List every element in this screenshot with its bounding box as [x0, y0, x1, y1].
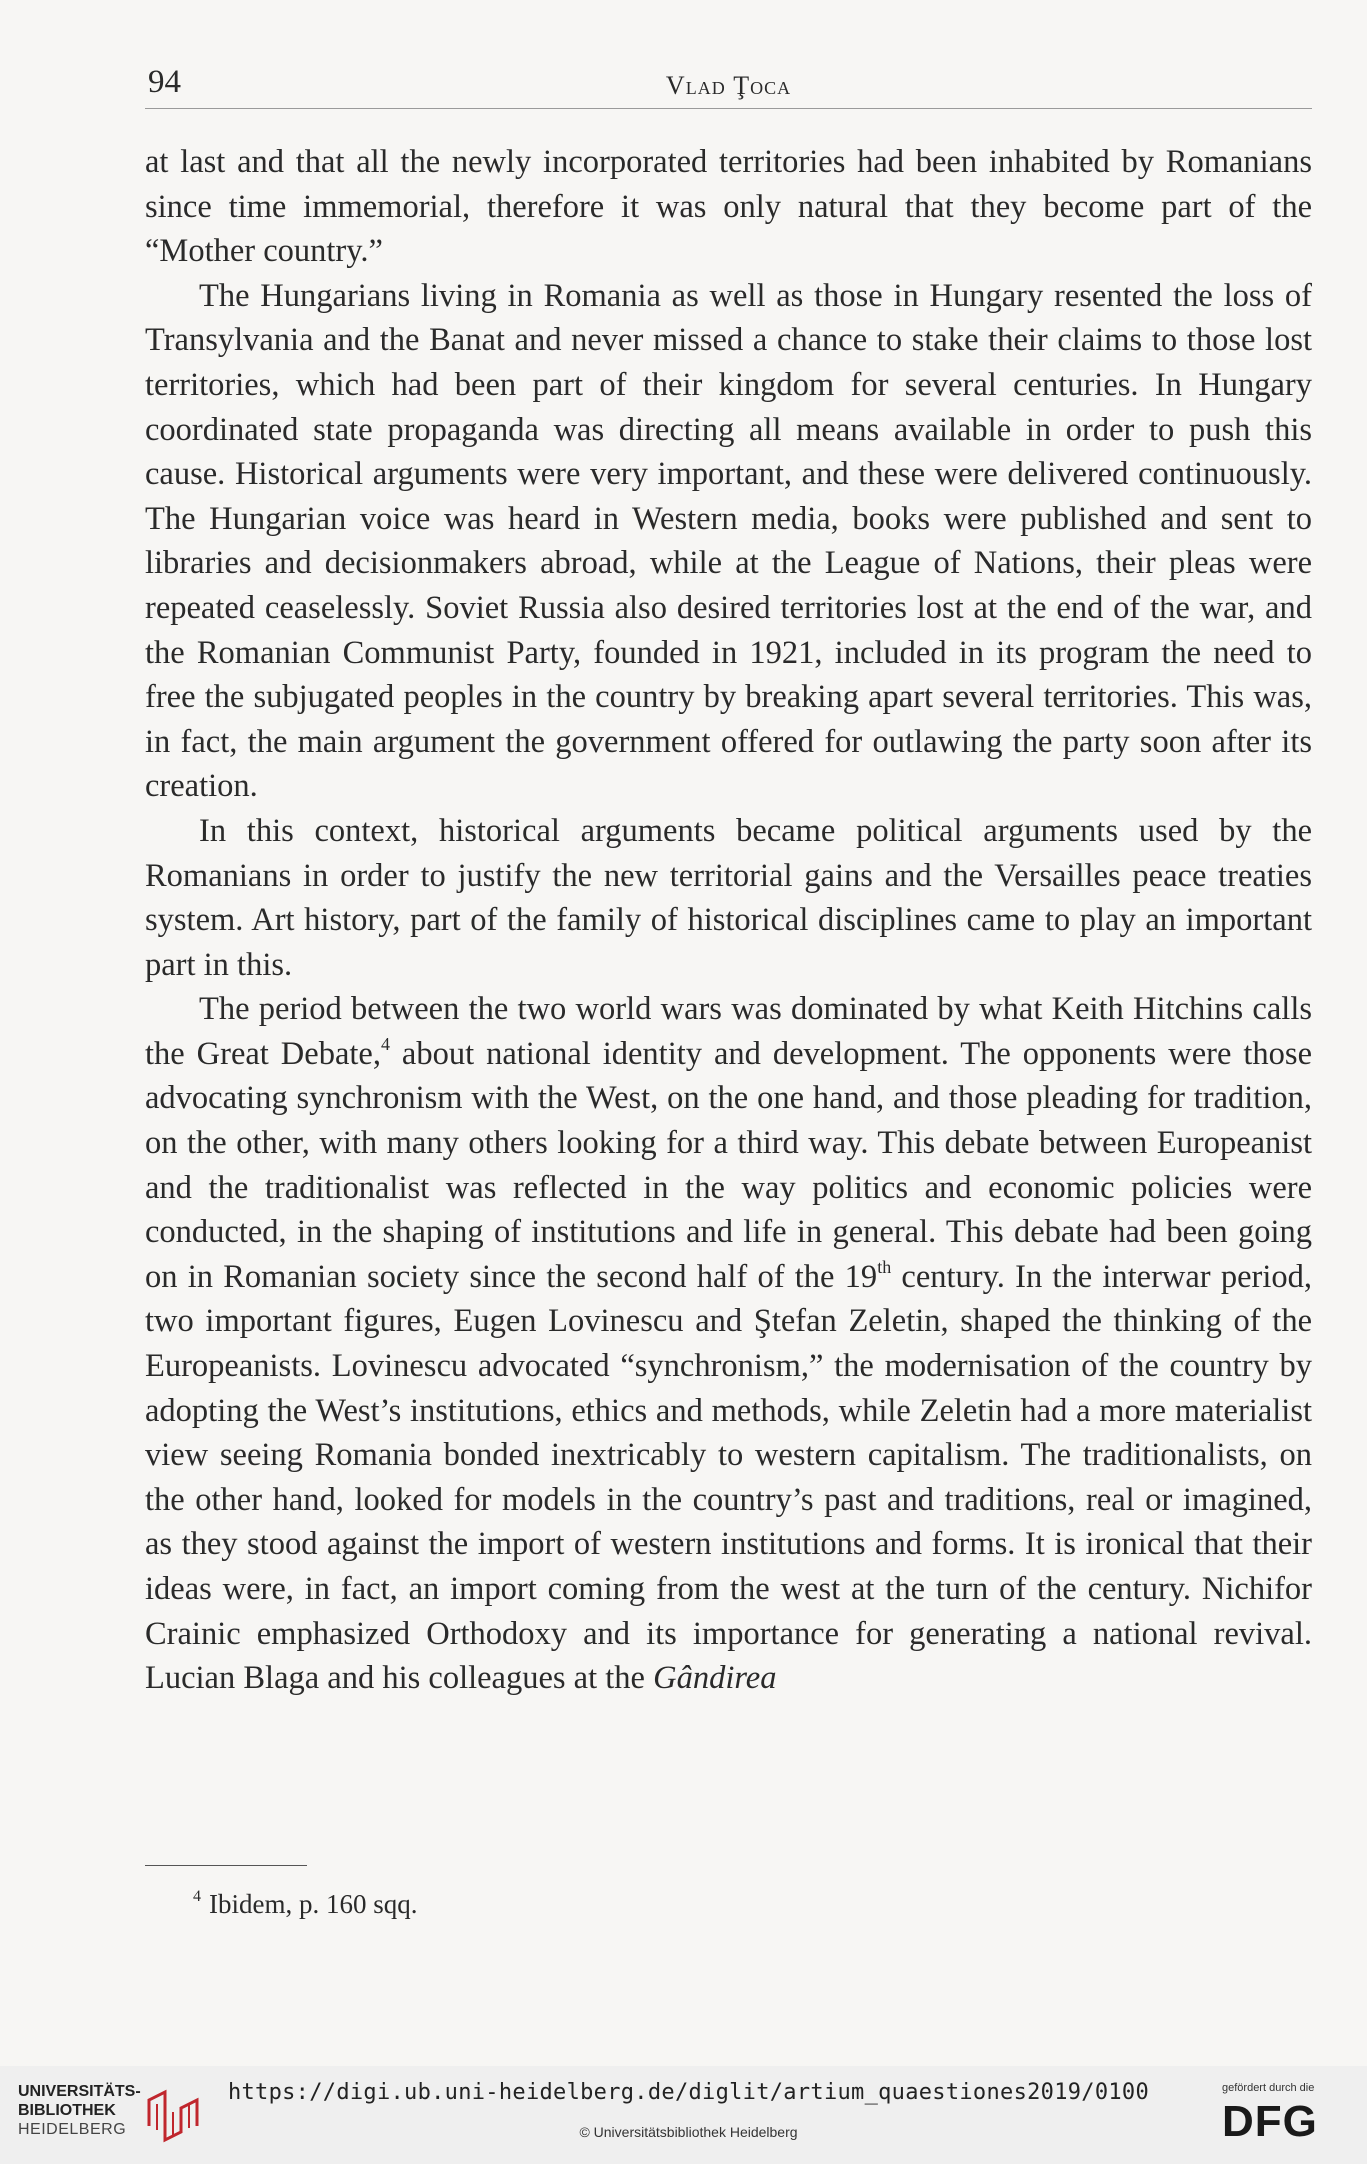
- footnote-number: 4: [193, 1888, 201, 1905]
- running-head: Vlad Ţoca: [665, 71, 792, 100]
- body-text: [145, 140, 1312, 1701]
- paragraph-4-part-3: century. In the interwar period, two important figures, Eugen Lovinescu and Ştefan Zeletin, shaped the thinking of the Europeanists. Lovinescu advocated “synchronism,” the modernisation of the country by adopting the West’s institutions, ethics and methods, while Zeletin had a more materialist view seeing Romania bonded inextricably to western capitalism. The traditionalists, on the other hand, looked for models in the country’s past and traditions, real or imagined, as they stood against the import of western institutions and forms. It is ironical that their ideas were, in fact, an import coming from the west at the turn of the century. Nichifor Crainic emphasized Orthodoxy and its importance for generating a national revival. Lucian Blaga and his colleagues at the: [145, 1258, 1312, 1697]
- page-header: [145, 62, 1312, 109]
- footnote-reference[interactable]: 4: [380, 1033, 390, 1054]
- page-number: 94: [148, 64, 181, 100]
- paragraph-4-part-1: The period between the two world wars was dominated by what Keith Hitchins calls the Great Debate,: [145, 991, 1312, 1072]
- journal-title: Gândirea: [653, 1660, 777, 1697]
- paragraph-2: The Hungarians living in Romania as well as those in Hungary resented the loss of Transylvania and the Banat and never missed a chance to stake their claims to those lost territories, which had been part of their kingdom for several centuries. In Hungary coordinated state propaganda was directing all means available in order to push this cause. Historical arguments were very important, and these were delivered continuously. The Hungarian voice was heard in Western media, books were published and sent to libraries and decisionmakers abroad, while at the League of Nations, their pleas were repeated ceaselessly. Soviet Russia also desired territories lost at the end of the war, and the Romanian Communist Party, founded in 1921, included in its program the need to free the subjugated peoples in the country by breaking apart several territories. This was, in fact, the main argument the government offered for outlawing the party soon after its creation.: [145, 277, 1312, 805]
- footnote-rule: [145, 1865, 307, 1866]
- ub-logo-line-1: UNIVERSITÄTS-: [18, 2083, 141, 2100]
- digital-library-url[interactable]: https://digi.ub.uni-heidelberg.de/diglit/artium_quaestiones2019/0100: [227, 2080, 1150, 2105]
- ordinal-superscript: th: [877, 1256, 892, 1277]
- paragraph-1: at last and that all the newly incorporated territories had been inhabited by Romanians since time immemorial, therefore it was only natural that they become part of the “Mother country.”: [145, 144, 1312, 270]
- ub-logo-line-2: BIBLIOTHEK: [18, 2102, 116, 2119]
- footnote-text: Ibidem, p. 160 sqq.: [209, 1889, 418, 1919]
- dfg-logo[interactable]: DFG: [1222, 2097, 1318, 2146]
- paragraph-4-part-2: about national identity and development. The opponents were those advocating synchronism with the West, on the one hand, and those pleading for tradition, on the other, with many others looking for a third way. This debate between Europeanist and the traditionalist was reflected in the way politics and economic policies were conducted, in the shaping of institutions and life in general. This debate had been going on in Romanian society since the second half of the 19: [145, 1035, 1312, 1295]
- ub-logo-line-3: HEIDELBERG: [18, 2121, 127, 2138]
- copyright-notice: © Universitätsbibliothek Heidelberg: [579, 2124, 798, 2140]
- dfg-caption: gefördert durch die: [1222, 2082, 1315, 2094]
- paragraph-4: [145, 987, 1312, 1701]
- paragraph-3: In this context, historical arguments became political arguments used by the Romanians in order to justify the new territorial gains and the Versailles peace treaties system. Art history, part of the family of historical disciplines came to play an important part in this.: [145, 812, 1312, 983]
- footnote: [193, 1885, 418, 1923]
